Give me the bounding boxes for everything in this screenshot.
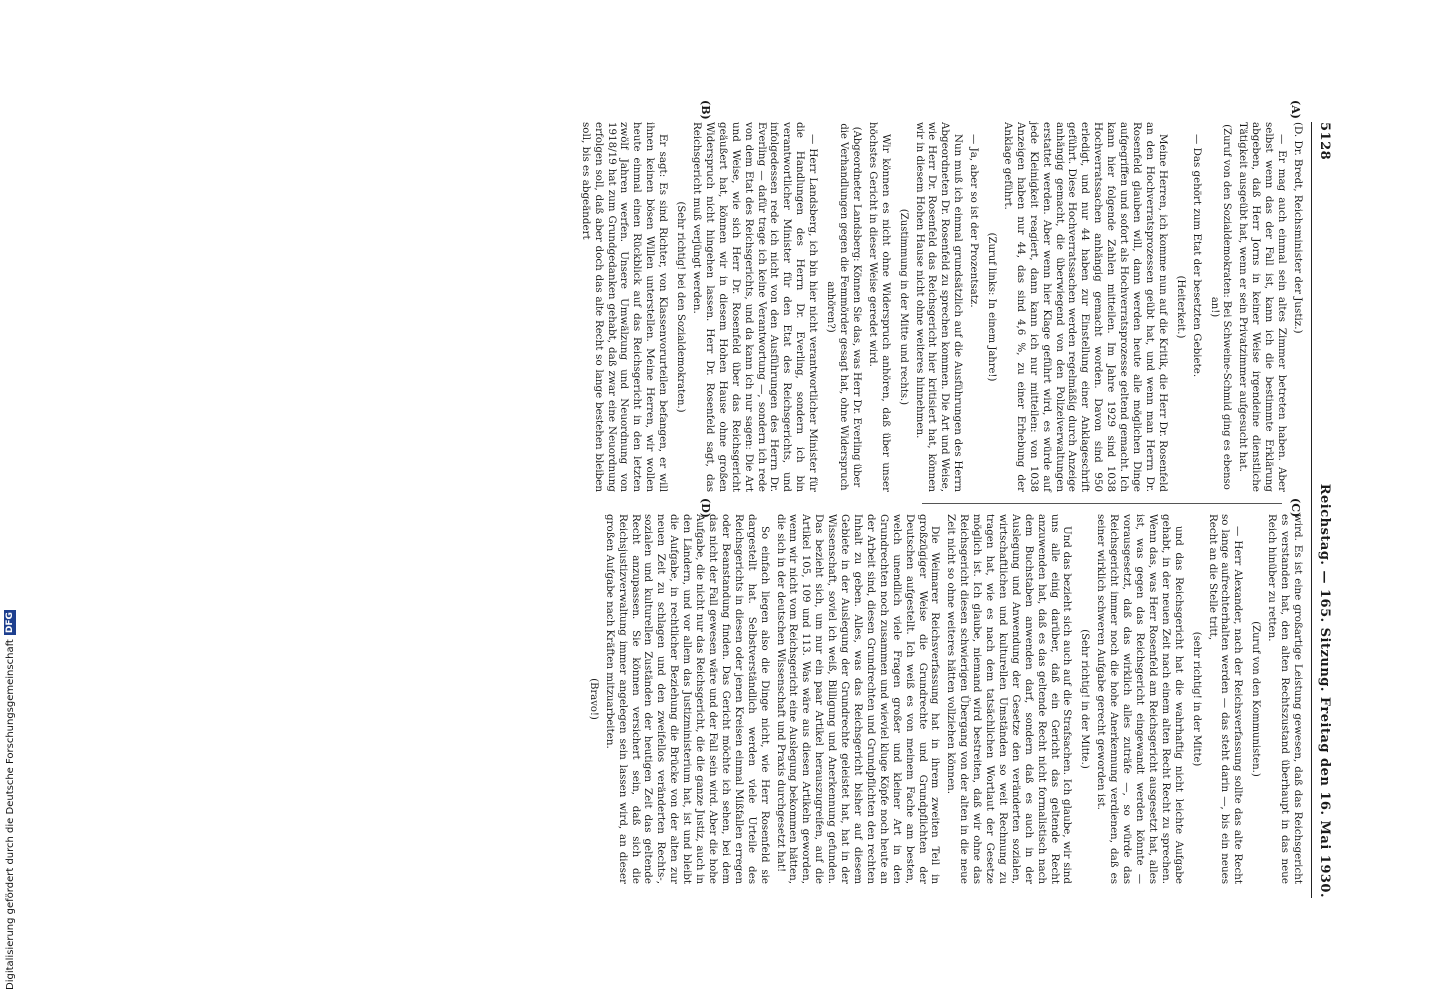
interjection: (Abgeordneter Landsberg: Können Sie das, was Herr Dr. Everling über die Verhandlungen gegen die Femmörder gesagt hat, ohne Widerspruch anhören?) [825, 123, 862, 491]
interjection: (sehr richtig! in der Mitte) [1190, 631, 1202, 767]
header-rule [1311, 122, 1312, 898]
paragraph: Die Weimarer Reichsverfassung hat in ihrem zweiten Teil in großzügiger Weise die Grundrechte und Grundpflichten der Deutschen aufgestellt. Ich weiß es von meinem Fache am besten, welch unendlich viele Fragen großer und kleiner Art in den Grundrechten noch zusammen und wieviel kluge Köpfe noch heute an der Arbeit sind, diesen Grundrechten und Grundpflichten den rechten Inhalt zu geben. Alles, was das Reichsgericht bisher auf diesem Gebiete in der Auslegung der Grundrechte geleistet hat, hat in der Wissenschaft, soviel ich weiß, Billigung und Anerkennung gefunden. Das bezieht sich, um nur ein paar Artikel herauszugreifen, auf die Artikel 105, 109 und 113. Was wäre aus diesen Artikeln geworden, wenn wir nicht vom Reichsgericht eine Auslegung bekommen hätten, die sich in der deutschen Wissenschaft und Praxis durchgesetzt hat! [774, 514, 942, 884]
paragraph: So einfach liegen also die Dinge nicht, wie Herr Rosenfeld sie dargestellt hat. Selbstverständlich werden viele Urteile des Reichsgerichts in diesen oder jenen Kreisen einmal Mißfallen erregen oder Beanstandung finden. Das Gericht möchte ich sehen, bei dem das nicht der Fall gewesen wäre und der Fall sein wird. Aber die hohe Aufgabe, die nicht nur das Reichsgericht, die die ganze Justiz, auch in den Ländern, und vor allem das Justizministerium hat, ist und bleibt die Aufgabe, in rechtlicher Beziehung die Brücke von der alten zur neuen Zeit zu schlagen und den zweifellos veränderten Rechts-, sozialen und kulturellen Zuständen der heutigen Zeit das geltende Recht anzupassen. Sie können versichert sein, daß sich die Reichsjustizverwaltung immer angelegen sein lassen wird, an dieser großen Aufgabe nach Kräften mitzuarbeiten. [603, 514, 771, 884]
interjection: (Bravo!) [587, 678, 599, 720]
column-divider [922, 503, 1282, 504]
paragraph: — Herr Landsberg, ich bin hier nicht verantwortlicher Minister für die Handlungen des Herrn Dr. Everling, sondern ich bin verantwortlicher Minister für den Etat des Reichsgerichts, und infolgedessen rede ich nicht von den Ausführungen des Herrn Dr. Everling — dafür trage ich keine Verantwortung —, sondern ich rede von dem Etat des Reichsgerichts, und da kann ich nur sagen: Die Art und Weise, wie sich Herr Dr. Rosenfeld über das Reichsgericht geäußert hat, können wir in diesem Hohen Hause ohne großen Widerspruch nicht hingehen lassen. Herr Dr. Rosenfeld sagt, das Reichsgericht muß verjüngt werden. [691, 122, 820, 492]
interjection: (Zuruf von den Sozialdemokraten: Bei Schweine-Schmid ging es ebenso an!) [1208, 124, 1233, 490]
margin-mark-d: (D) [699, 498, 712, 518]
interjection: (Heiterkeit.) [1174, 275, 1186, 339]
interjection: (Sehr richtig! bei den Sozialdemokraten.) [675, 201, 687, 413]
paragraph: Nun muß ich einmal grundsätzlich auf die Ausführungen des Herrn Abgeordneten Dr. Rosenfeld zu sprechen kommen. Die Art und Weise, wie Herr Dr. Rosenfeld das Reichsgericht hier kritisiert hat, können wir in diesem Hohen Hause nicht ohne weiteres hinnehmen. [913, 122, 965, 492]
page-title: Reichstag. — 165. Sitzung. Freitag den 16. Mai 1930. [1317, 483, 1333, 898]
dfg-caption-text: Digitalisierung gefördert durch die Deutsche Forschungsgemeinschaft [4, 639, 16, 990]
right-text-column [582, 514, 1304, 884]
paragraph: Er sagt: Es sind Richter, von Klassenvorurteilen befangen, er will ihnen keinen bösen Willen unterstellen. Meine Herren, wir wollen heute einmal einen Rückblick auf das Reichsgericht in den letzten zwölf Jahren werfen. Unsere Umwälzung und Neuordnung von 1918/19 hat zum Grundgedanken gehabt, daß zwar eine Neuordnung erfolgen soll, daß aber doch das alte Recht so lange bestehen bleiben soll, bis es abgeändert [579, 122, 670, 492]
page-number: 5128 [1317, 122, 1333, 161]
rotated-document-page [6, 98, 1342, 898]
paragraph: — Herr Alexander, nach der Reichsverfassung sollte das alte Recht so lange aufrechterhalten werden — das steht darin —, bis ein neues Recht an die Stelle tritt, [1206, 514, 1245, 884]
margin-mark-a: (A) [1289, 100, 1302, 119]
paragraph: Und das bezieht sich auch auf die Strafsachen. Ich glaube, wir sind uns alle einig darüber, daß ein Gericht das geltende Recht anzuwenden hat, daß es das geltende Recht nicht formalistisch nach dem Buchstaben anwenden darf, sondern daß es auch in der Auslegung und Anwendung der Gesetze den veränderten sozialen, wirtschaftlichen und kulturellen Umständen so weit Rechnung zu tragen hat, wie es nach dem tatsächlichen Wortlaut der Gesetze möglich ist. Ich glaube, niemand wird bestreiten, daß wir ohne das Reichsgericht diesen schwierigen Übergang von der alten in die neue Zeit nicht so ohne weiteres hätten vollziehen können. [945, 514, 1074, 884]
paragraph: Wir können es nicht ohne Widerspruch anhören, daß über unser höchstes Gericht in dieser Weise geredet wird. [866, 122, 892, 492]
paragraph: — Ja, aber so ist der Prozentsatz. [968, 134, 981, 308]
left-text-column [576, 122, 1304, 492]
interjection: (Zuruf von den Kommunisten.) [1250, 621, 1262, 777]
dfg-logo-icon: DFG [5, 612, 15, 634]
paragraph: und das Reichsgericht hat die wahrhaftig nicht leichte Aufgabe gehabt, in der neuen Zeit nach einem alten Recht Recht zu sprechen. Wenn das, was Herr Rosenfeld am Reichsgericht ausgesetzt hat, alles ist, was gegen das Reichsgericht eingewandt werden könnte — vorausgesetzt, daß das wirklich alles zuträfe —, so würde das Reichsgericht immer noch die hohe Anerkennung verdienen, daß es seiner wirklich schweren Aufgabe gerecht geworden ist. [1095, 514, 1185, 884]
interjection: (Sehr richtig! in der Mitte.) [1079, 629, 1091, 769]
margin-mark-b: (B) [699, 100, 712, 120]
interjection: (Zuruf links: In einem Jahre!) [986, 232, 998, 382]
paragraph: — Das gehört zum Etat der besetzten Gebiete. [1190, 134, 1203, 378]
paragraph: Meine Herren, ich komme nun auf die Kritik, die Herr Dr. Rosenfeld an den Hochverratsprozessen geübt hat, und wenn man Herrn Dr. Rosenfeld glauben will, dann werden heute alle möglichen Dinge aufgegriffen und sofort als Hochverratsprozesse geltend gemacht. Ich kann hier folgende Zahlen mitteilen. Im Jahre 1929 sind 1038 Hochverratssachen anhängig gemacht worden. Davon sind 950 erledigt, und nur 44 haben zur Einstellung einer Anklageschrift geführt. Diese Hochverratssachen werden regelmäßig durch Anzeige anhängig gemacht, die überwiegend von den Polizeiverwaltungen erstattet werden. Aber wenn hier Klage geführt wird, es würde auf jede Kleinigkeit reagiert, dann kann ich nur mitteilen: von 1038 Anzeigen haben nur 44, das sind 4,6 %, zu einer Erhebung der Anklage geführt. [1001, 122, 1169, 492]
paragraph: — Er mag auch einmal sein altes Zimmer betreten haben. Aber selbst wenn das der Fall ist, kann ich die bestimmte Erklärung abgeben, daß Herr Jorns in keiner Weise irgendeine dienstliche Tätigkeit ausgeübt hat, wenn er sein Privatzimmer aufgesucht hat. [1237, 122, 1289, 492]
paragraph: wird. Es ist eine großartige Leistung gewesen, daß das Reichsgericht es verstanden hat, den alten Rechtszustand überhaupt in das neue Reich hinüber zu retten. [1266, 514, 1304, 884]
interjection: (Zustimmung in der Mitte und rechts.) [897, 208, 909, 406]
page-header [1312, 122, 1338, 898]
margin-mark-c: (C) [1289, 498, 1302, 518]
paragraph: (D. Dr. Bredt, Reichsminister der Justiz.) [1292, 122, 1304, 334]
